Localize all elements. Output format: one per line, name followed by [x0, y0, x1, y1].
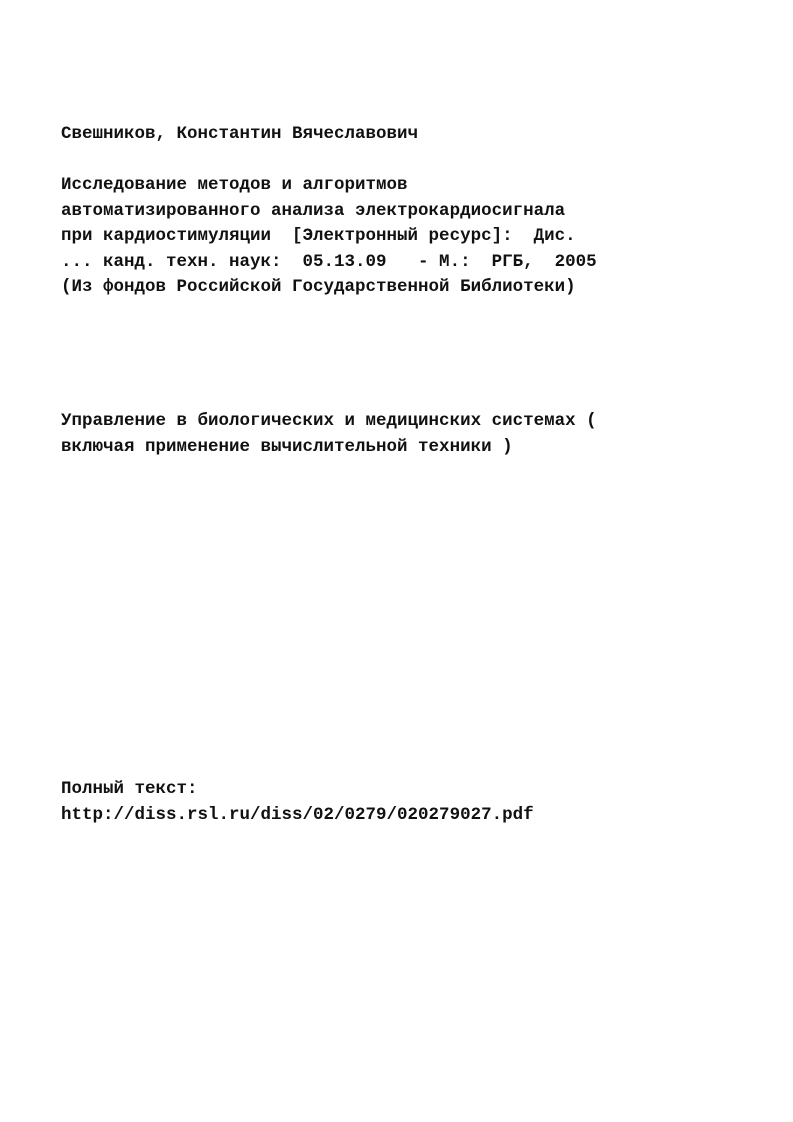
- description-line: автоматизированного анализа электрокардиосигнала: [61, 200, 566, 221]
- specialty-line: Управление в биологических и медицинских системах (: [61, 411, 597, 431]
- description-line: (Из фондов Российской Государственной Библиотеки): [61, 277, 576, 297]
- description-line: ... канд. техн. наук: 05.13.09 - М.: РГБ, 2005: [61, 251, 597, 272]
- full-text-url: http://diss.rsl.ru/diss/02/0279/020279027.pdf: [61, 804, 534, 825]
- full-text-section: [61, 777, 534, 828]
- description-line: Исследование методов и алгоритмов: [61, 175, 408, 195]
- author-line: Свешников, Константин Вячеславович: [61, 124, 419, 144]
- specialty-line: включая применение вычислительной техники ): [61, 436, 513, 457]
- description-line: при кардиостимуляции [Электронный ресурс]: Дис.: [61, 226, 576, 246]
- author-name: [61, 122, 418, 148]
- full-text-label: Полный текст:: [61, 779, 198, 799]
- specialty-description: [61, 409, 597, 460]
- dissertation-description: [61, 173, 597, 301]
